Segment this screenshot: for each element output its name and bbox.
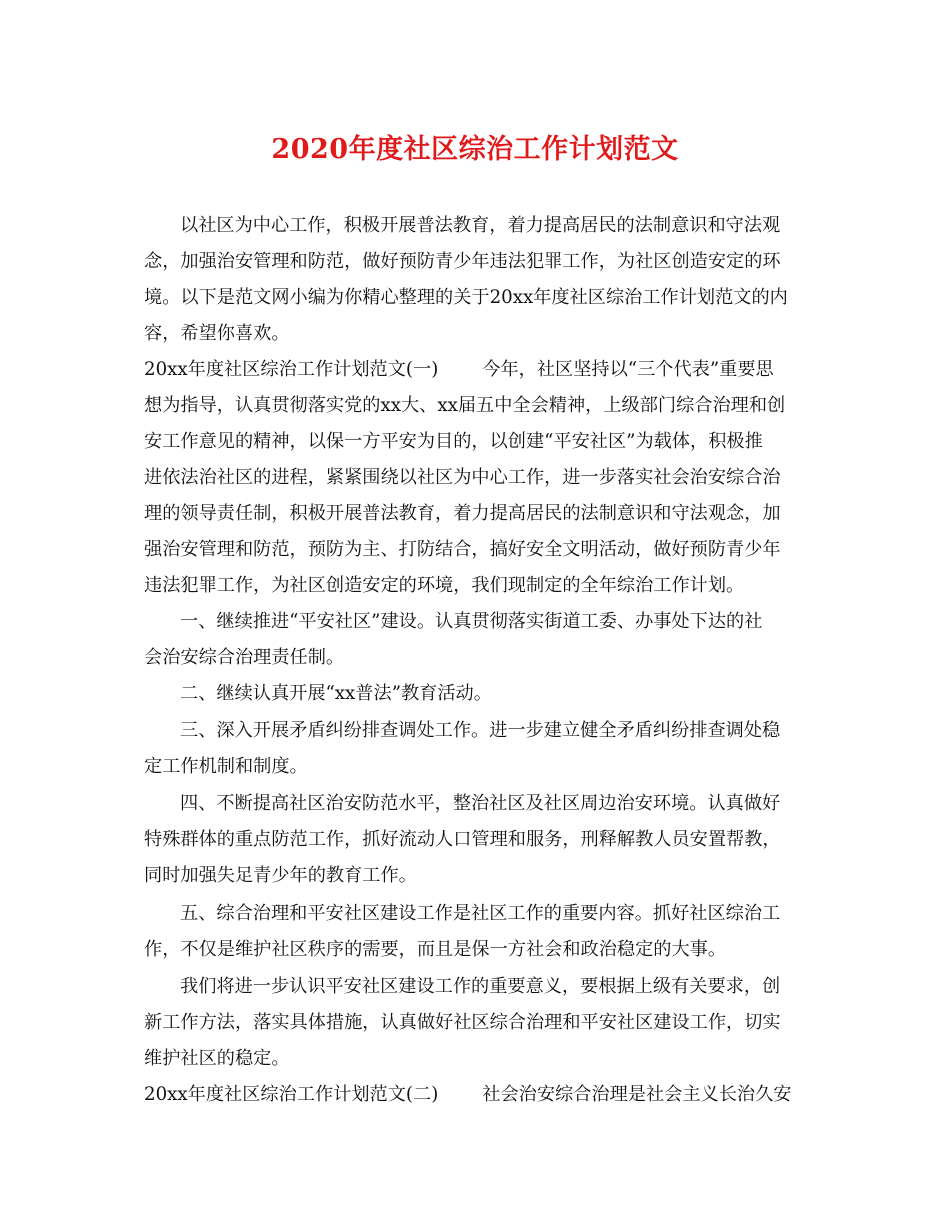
item-line: 二、继续认真开展“xx普法”教育活动。 bbox=[180, 683, 492, 704]
intro-line: 容，希望你喜欢。 bbox=[144, 323, 290, 344]
item-line: 定工作机制和制度。 bbox=[144, 756, 308, 777]
item-line: 同时加强失足青少年的教育工作。 bbox=[144, 865, 417, 886]
intro-line: 念，加强治安管理和防范，做好预防青少年违法犯罪工作，为社区创造安定的环 bbox=[144, 251, 781, 272]
paragraph-text: 社会治安综合治理是社会主义长治久安 bbox=[482, 1084, 792, 1105]
item-line: 我们将进一步认识平安社区建设工作的重要意义，要根据上级有关要求，创 bbox=[180, 976, 781, 997]
paragraph-line: 违法犯罪工作，为社区创造安定的环境，我们现制定的全年综治工作计划。 bbox=[144, 575, 745, 596]
item-line: 维护社区的稳定。 bbox=[144, 1048, 290, 1069]
section-heading-line bbox=[144, 1077, 792, 1113]
document-title: 2020年度社区综治工作计划范文 bbox=[271, 134, 679, 165]
paragraph-line: 想为指导，认真贯彻落实党的xx大、xx届五中全会精神，上级部门综合治理和创 bbox=[144, 395, 786, 416]
item-line: 会治安综合治理责任制。 bbox=[144, 647, 345, 668]
item-line: 特殊群体的重点防范工作，抓好流动人口管理和服务，刑释解教人员安置帮教， bbox=[144, 829, 781, 850]
section-heading: 20xx年度社区综治工作计划范文(一) bbox=[144, 359, 439, 380]
item-line: 三、深入开展矛盾纠纷排查调处工作。进一步建立健全矛盾纠纷排查调处稳 bbox=[180, 720, 781, 741]
paragraph-text: 今年，社区坚持以“三个代表”重要思 bbox=[482, 359, 774, 380]
paragraph-line: 安工作意见的精神，以保一方平安为目的，以创建“平安社区”为载体，积极推 bbox=[144, 431, 763, 452]
intro-line: 境。以下是范文网小编为你精心整理的关于20xx年度社区综治工作计划范文的内 bbox=[144, 287, 788, 308]
item-line: 作，不仅是维护社区秩序的需要，而且是保一方社会和政治稳定的大事。 bbox=[144, 939, 727, 960]
intro-line: 以社区为中心工作，积极开展普法教育，着力提高居民的法制意识和守法观 bbox=[180, 215, 781, 236]
section-heading: 20xx年度社区综治工作计划范文(二) bbox=[144, 1084, 439, 1105]
item-line: 一、继续推进“平安社区”建设。认真贯彻落实街道工委、办事处下达的社 bbox=[180, 611, 763, 632]
item-line: 四、不断提高社区治安防范水平，整治社区及社区周边治安环境。认真做好 bbox=[180, 793, 781, 814]
paragraph-line: 理的领导责任制，积极开展普法教育，着力提高居民的法制意识和守法观念，加 bbox=[144, 503, 781, 524]
item-line: 新工作方法，落实具体措施，认真做好社区综合治理和平安社区建设工作，切实 bbox=[144, 1012, 781, 1033]
item-line: 五、综合治理和平安社区建设工作是社区工作的重要内容。抓好社区综治工 bbox=[180, 903, 781, 924]
paragraph-line: 进依法治社区的进程，紧紧围绕以社区为中心工作，进一步落实社会治安综合治 bbox=[144, 467, 781, 488]
paragraph-line: 强治安管理和防范，预防为主、打防结合，搞好安全文明活动，做好预防青少年 bbox=[144, 539, 781, 560]
section-heading-line bbox=[144, 352, 774, 388]
